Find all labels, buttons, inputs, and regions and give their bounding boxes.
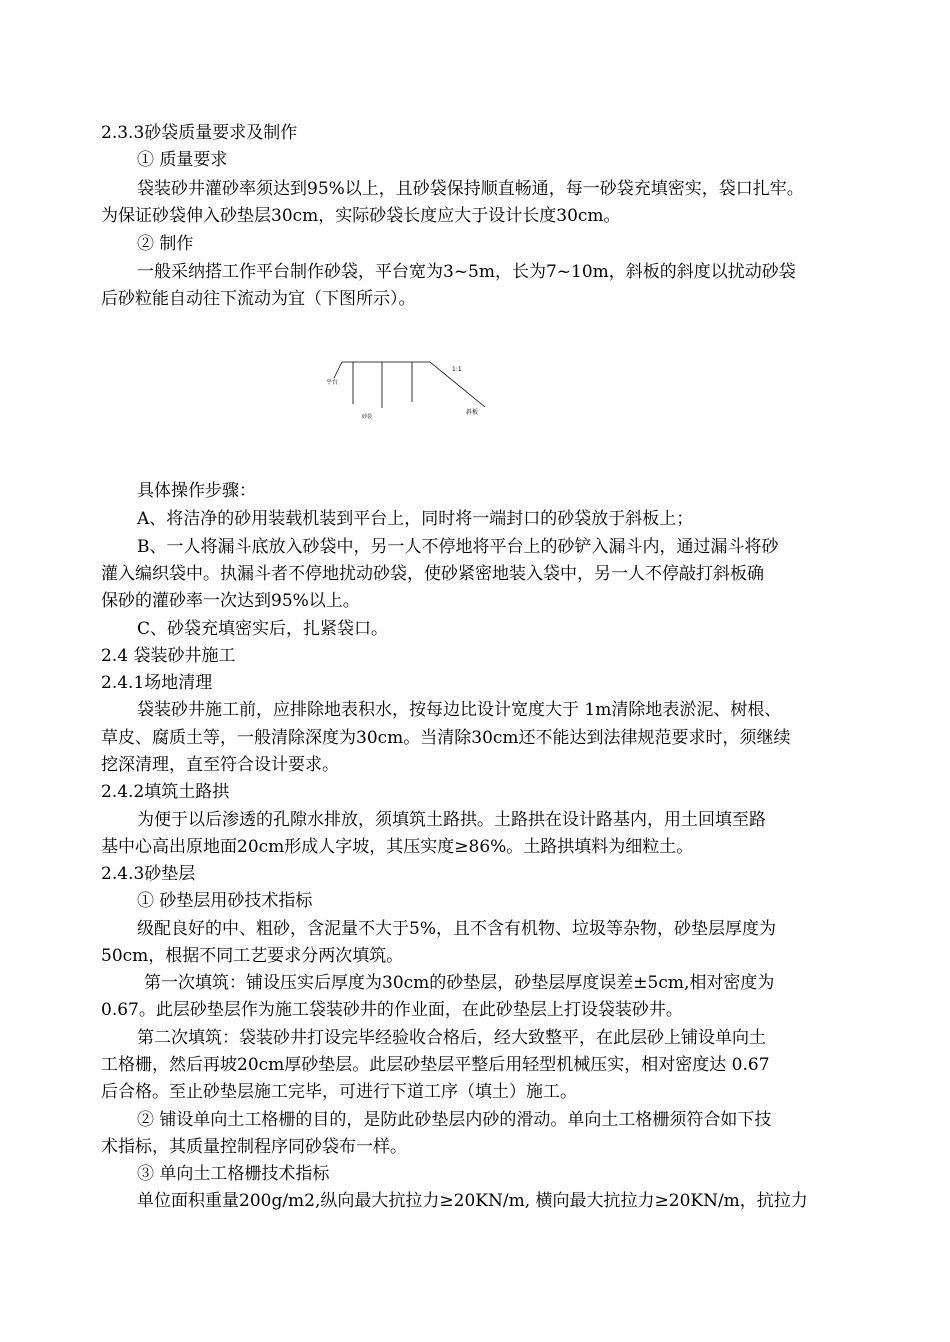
paragraph-line: 草皮、腐质土等，一般清除深度为30cm。当清除30cm还不能达到法律规范要求时，须继续 [101,728,791,748]
paragraph-line: 50cm，根据不同工艺要求分两次填筑。 [101,946,404,966]
paragraph-line: 一般采纳搭工作平台制作砂袋，平台宽为3~5m，长为7~10m，斜板的斜度以扰动砂袋 [137,262,796,282]
paragraph-line: 后砂粒能自动往下流动为宜（下图所示）。 [101,289,416,309]
step-b-cont: 灌入编织袋中。执漏斗者不停地扰动砂袋，使砂紧密地装入袋中，另一人不停敲打斜板确 [101,564,764,584]
heading-2-3-3: 2.3.3砂袋质量要求及制作 [101,123,298,143]
paragraph-line: 为保证砂袋伸入砂垫层30cm，实际砂袋长度应大于设计长度30cm。 [101,206,621,226]
platform-left-edge [334,362,342,378]
step-b: B、一人将漏斗底放入砂袋中，另一人不停地将平台上的砂铲入漏斗内，通过漏斗将砂 [137,537,779,557]
paragraph-line: 单位面积重量200g/m2,纵向最大抗拉力≥20KN/m, 横向最大抗拉力≥20KN/m，抗拉力 [137,1191,808,1211]
subheading-quality-requirements: ① 质量要求 [137,150,228,170]
ratio-label: 1:1 [452,366,462,373]
paragraph-line: 袋装砂井灌砂率须达到95%以上，且砂袋保持顺直畅通，每一砂袋充填密实，袋口扎牢。 [137,179,804,199]
paragraph-line: 为便于以后渗透的孔隙水排放，须填筑土路拱。土路拱在设计路基内，用土回填至路 [137,810,766,830]
paragraph-line: 挖深清理，直至符合设计要求。 [101,755,339,775]
subheading-sand-spec: ① 砂垫层用砂技术指标 [137,891,313,911]
paragraph-line: 术指标，其质量控制程序同砂袋布一样。 [101,1137,407,1157]
sandbag-label: 砂袋 [362,414,373,420]
paragraph-line: 基中心高出原地面20cm形成人字坡，其压实度≥86%。土路拱填料为细粒土。 [101,837,694,857]
paragraph-line: ② 铺设单向土工格栅的目的，是防此砂垫层内砂的滑动。单向土工格栅须符合如下技 [137,1110,772,1130]
paragraph-line: 第二次填筑：袋装砂井打设完毕经验收合格后，经大致整平，在此层砂上铺设单向土 [137,1028,766,1048]
subheading-geogrid-spec: ③ 单向土工格栅技术指标 [137,1164,330,1184]
paragraph-line: 工格栅，然后再坡20cm厚砂垫层。此层砂垫层平整后用轻型机械压实，相对密度达 0.67 [101,1055,770,1075]
step-a: A、将洁净的砂用装载机装到平台上，同时将一端封口的砂袋放于斜板上； [137,509,694,529]
subheading-production: ② 制作 [137,234,194,254]
heading-2-4-3: 2.4.3砂垫层 [101,864,196,884]
paragraph-line: 第一次填筑：铺设压实后厚度为30cm的砂垫层，砂垫层厚度误差±5cm,相对密度为 [144,973,775,993]
heading-2-4-1: 2.4.1场地清理 [101,673,213,693]
paragraph-line: 0.67。此层砂垫层作为施工袋装砂井的作业面，在此砂垫层上打设袋装砂井。 [101,1000,683,1020]
slope-label: 斜板 [466,409,479,416]
heading-2-4: 2.4 袋装砂井施工 [101,646,236,666]
paragraph-line: 袋装砂井施工前，应排除地表积水，按每边比设计宽度大于 1m清除地表淤泥、树根、 [137,700,782,720]
heading-2-4-2: 2.4.2填筑土路拱 [101,782,230,802]
sandbag-platform-diagram [320,352,500,432]
steps-title: 具体操作步骤： [137,481,256,501]
step-c: C、砂袋充填密实后，扎紧袋口。 [137,619,389,639]
step-b-cont: 保砂的灌砂率一次达到95%以上。 [101,591,360,611]
platform-label: 平台 [326,379,339,386]
paragraph-line: 后合格。至止砂垫层施工完毕，可进行下道工序（填土）施工。 [101,1082,577,1102]
paragraph-line: 级配良好的中、粗砂，含泥量不大于5%，且不含有机物、垃圾等杂物，砂垫层厚度为 [137,919,776,939]
